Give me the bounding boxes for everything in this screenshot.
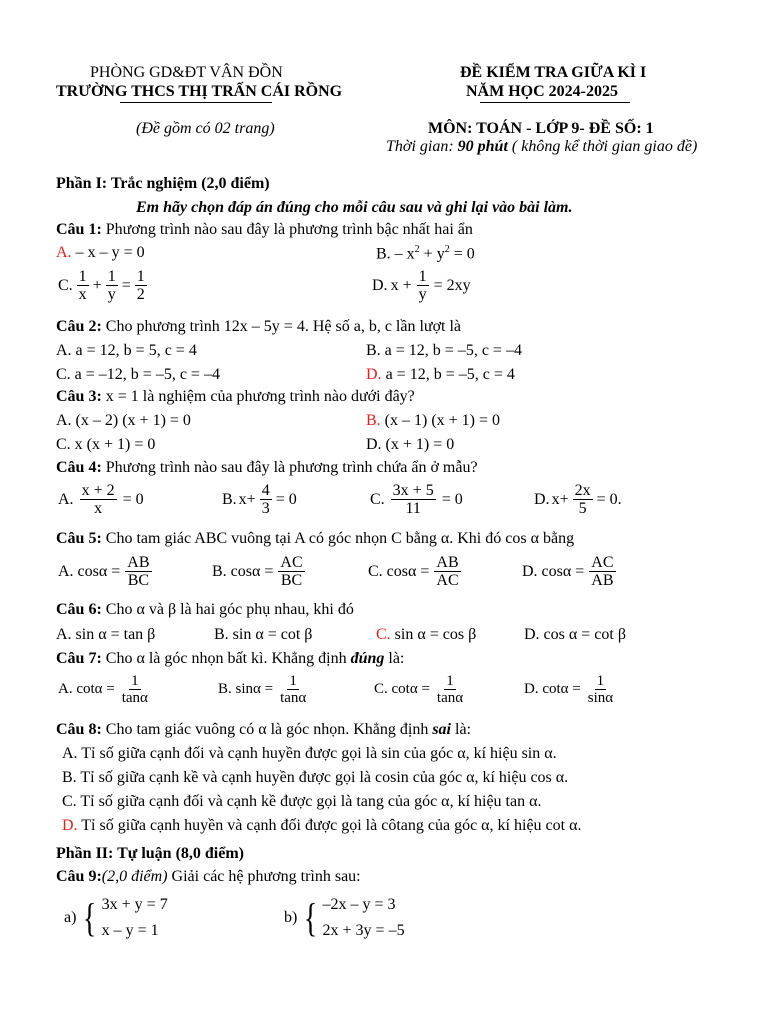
q5-option-b: [212, 554, 307, 590]
pages-note: (Đề gồm có 02 trang): [136, 120, 275, 137]
q8-label: Câu 8:: [56, 721, 102, 738]
q5-label: Câu 5:: [56, 530, 102, 547]
q4-label: Câu 4:: [56, 459, 102, 476]
plus-sign: +: [92, 276, 102, 294]
q3-b-letter: B.: [366, 412, 381, 429]
den: tanα: [280, 690, 307, 707]
time-value: 90 phút: [457, 138, 508, 155]
q8-d-text: Tỉ số giữa cạnh huyền và cạnh đối được gọi là côtang của góc α, kí hiệu cot α.: [77, 817, 582, 834]
q7-b-frac: [278, 673, 308, 706]
num: AB: [127, 554, 150, 571]
q4-option-c: [370, 482, 463, 518]
q4-a-letter: A.: [58, 490, 74, 508]
q3-label: Câu 3:: [56, 388, 102, 405]
q2-option-b: B. a = 12, b = –5, c = –4: [366, 342, 522, 359]
department-name: PHÒNG GD&ĐT VÂN ĐỒN: [90, 64, 283, 81]
equals-sign: =: [121, 276, 131, 294]
q6-text: Cho α và β là hai góc phụ nhau, khi đó: [101, 601, 354, 618]
q7-b-label: B. sinα =: [218, 681, 274, 698]
q8-text-end: là:: [451, 721, 471, 738]
den: tanα: [436, 690, 464, 707]
den: 11: [405, 500, 421, 518]
question-5: [56, 530, 574, 548]
q1-b-letter: B.: [376, 245, 391, 263]
q6-option-d: D. cos α = cot β: [524, 626, 626, 643]
q5-option-c: [368, 554, 463, 590]
system-a-brace: {: [83, 895, 97, 940]
question-6: [56, 601, 354, 619]
school-year: NĂM HỌC 2024-2025: [466, 83, 618, 100]
num: 2x: [574, 482, 591, 499]
q5-option-d: [522, 554, 618, 590]
q7-a-label: A. cotα =: [58, 681, 115, 698]
year-underline: [480, 102, 630, 103]
q4-d-post: = 0.: [596, 490, 622, 508]
q7-a-frac: [120, 673, 150, 706]
num: AB: [436, 554, 459, 571]
num: 1: [289, 673, 297, 689]
q6-option-a: A. sin α = tan β: [56, 626, 156, 643]
q8-option-a: A. Tỉ số giữa cạnh đối và cạnh huyền được gọi là sin của góc α, kí hiệu sin α.: [62, 745, 557, 762]
q5-b-frac: [278, 554, 304, 590]
q7-text-em: đúng: [350, 650, 385, 667]
q1-c-letter: C.: [58, 276, 73, 294]
q7-d-label: D. cotα =: [524, 681, 581, 698]
q3-text: x = 1 là nghiệm của phương trình nào dưới đây?: [101, 388, 415, 405]
q8-text-em: sai: [432, 721, 451, 738]
q1-a-text: – x – y = 0: [71, 244, 145, 261]
num: 1: [131, 673, 139, 689]
q7-c-label: C. cotα =: [374, 681, 430, 698]
q1-b-exp2: 2: [444, 244, 450, 255]
q2-d-text: a = 12, b = –5, c = 4: [381, 366, 515, 383]
q3-option-d: D. (x + 1) = 0: [366, 436, 455, 453]
q4-c-frac: [391, 482, 436, 518]
q1-b-mid: + y: [419, 245, 445, 263]
question-1: [56, 221, 473, 239]
num: 1: [446, 673, 454, 689]
system-a-eq1: 3x + y = 7: [101, 896, 168, 913]
den: y: [107, 286, 116, 304]
num: 1: [78, 268, 87, 285]
den: x: [78, 286, 87, 304]
q7-c-frac: [435, 673, 465, 706]
den: sinα: [587, 690, 614, 707]
den: AC: [436, 572, 459, 590]
q4-b-letter: B.: [222, 490, 237, 508]
system-a-label: a): [64, 909, 77, 926]
q5-b-label: B. cosα =: [212, 562, 274, 580]
q2-option-a: A. a = 12, b = 5, c = 4: [56, 342, 197, 359]
school-name: TRƯỜNG THCS THỊ TRẤN CÁI RỒNG: [56, 83, 343, 100]
q4-d-pre: x+: [551, 490, 569, 508]
den: y: [418, 286, 427, 304]
num: 1: [136, 268, 145, 285]
q7-d-frac: [586, 673, 615, 706]
q7-label: Câu 7:: [56, 650, 102, 667]
q6-c-letter: C.: [376, 626, 391, 643]
q4-d-frac: [573, 482, 593, 518]
q1-text: Phương trình nào sau đây là phương trình bậc nhất hai ẩn: [101, 221, 473, 238]
q4-d-letter: D.: [534, 490, 550, 508]
q7-option-b: [218, 673, 310, 706]
q4-c-post: = 0: [441, 490, 463, 508]
q3-option-c: C. x (x + 1) = 0: [56, 436, 156, 453]
q1-d-frac: [417, 268, 429, 304]
system-b-eq2: 2x + 3y = –5: [322, 922, 405, 939]
q1-b-pre: – x: [390, 245, 415, 263]
q3-option-b: [366, 412, 500, 430]
den: AB: [591, 572, 614, 590]
q1-d-pre: x +: [390, 276, 412, 294]
q1-b-end: = 0: [449, 245, 475, 263]
q5-a-frac: [125, 554, 151, 590]
num: 1: [418, 268, 427, 285]
den: BC: [127, 572, 150, 590]
q9-label: Câu 9:: [56, 868, 102, 885]
q2-option-c: C. a = –12, b = –5, c = –4: [56, 366, 220, 383]
time-suffix: ( không kể thời gian giao đề): [507, 138, 698, 155]
q8-text: Cho tam giác vuông có α là góc nhọn. Khẳng định: [101, 721, 433, 738]
q5-c-frac: [434, 554, 460, 590]
q4-a-post: = 0: [122, 490, 144, 508]
den: tanα: [121, 690, 148, 707]
q1-option-a: [56, 244, 145, 262]
q4-b-pre: x+: [238, 490, 256, 508]
q1-b-exp1: 2: [414, 244, 420, 255]
q8-d-letter: D.: [62, 817, 78, 834]
q4-c-letter: C.: [370, 490, 385, 508]
q9-points: (2,0 điểm): [101, 868, 168, 885]
time-line: [386, 138, 697, 156]
q3-option-a: A. (x – 2) (x + 1) = 0: [56, 412, 191, 429]
q9-text: Giải các hệ phương trình sau:: [167, 868, 361, 885]
q4-option-a: [58, 482, 144, 518]
subject-line: MÔN: TOÁN - LỚP 9- ĐỀ SỐ: 1: [428, 120, 654, 137]
q2-text: Cho phương trình 12x – 5y = 4. Hệ số a, b, c lần lượt là: [101, 318, 462, 335]
q3-b-text: (x – 1) (x + 1) = 0: [380, 412, 501, 429]
exam-title: ĐỀ KIỂM TRA GIỮA KÌ I: [460, 64, 647, 81]
q4-b-post: = 0: [275, 490, 297, 508]
q7-option-a: [58, 673, 152, 706]
system-a-equations: [102, 892, 168, 944]
question-2: [56, 318, 461, 336]
num: x + 2: [81, 482, 115, 499]
den: 5: [578, 500, 587, 518]
system-b-brace: {: [304, 895, 318, 940]
q5-a-label: A. cosα =: [58, 562, 121, 580]
q5-option-a: [58, 554, 154, 590]
q4-text: Phương trình nào sau đây là phương trình chứa ẩn ở mẫu?: [101, 459, 478, 476]
part1-title: Phần I: Trắc nghiệm (2,0 điểm): [56, 175, 270, 192]
system-a-eq2: x – y = 1: [101, 922, 159, 939]
num: 4: [261, 482, 270, 499]
den: 2: [136, 286, 145, 304]
q6-option-b: B. sin α = cot β: [214, 626, 313, 643]
q7-option-d: [524, 673, 617, 706]
q1-option-b: [376, 244, 475, 263]
q1-a-letter: A.: [56, 244, 72, 261]
num: 3x + 5: [392, 482, 434, 499]
q2-option-d: [366, 366, 515, 384]
q6-label: Câu 6:: [56, 601, 102, 618]
question-4: [56, 459, 478, 477]
system-a: [64, 892, 168, 944]
num: 1: [596, 673, 605, 689]
q8-option-b: B. Tỉ số giữa cạnh kề và cạnh huyền được gọi là cosin của góc α, kí hiệu cos α.: [62, 769, 569, 786]
system-b-eq1: –2x – y = 3: [322, 896, 396, 913]
q1-option-d: [372, 268, 471, 304]
q2-d-letter: D.: [366, 366, 382, 383]
q5-c-label: C. cosα =: [368, 562, 430, 580]
q4-option-d: [534, 482, 622, 518]
question-8: [56, 721, 471, 739]
part2-title: Phần II: Tự luận (8,0 điểm): [56, 845, 245, 862]
q7-option-c: [374, 673, 467, 706]
den: x: [94, 500, 103, 518]
q1-option-c: [58, 268, 149, 304]
q5-d-frac: [589, 554, 615, 590]
q5-d-label: D. cosα =: [522, 562, 585, 580]
system-b: [284, 892, 405, 944]
den: 3: [261, 500, 270, 518]
q1-d-letter: D.: [372, 276, 388, 294]
question-3: [56, 388, 415, 406]
q1-c-frac3: [135, 268, 147, 304]
q7-text-end: là:: [384, 650, 405, 667]
q4-option-b: [222, 482, 297, 518]
num: 1: [107, 268, 116, 285]
question-7: [56, 650, 404, 668]
num: AC: [280, 554, 303, 571]
q1-c-frac2: [106, 268, 118, 304]
den: BC: [280, 572, 303, 590]
q7-text: Cho α là góc nhọn bất kì. Khẳng định: [101, 650, 351, 667]
q4-a-frac: [80, 482, 117, 518]
q6-c-text: sin α = cos β: [390, 626, 477, 643]
time-prefix: Thời gian:: [386, 138, 458, 155]
q1-label: Câu 1:: [56, 221, 102, 238]
system-b-equations: [323, 892, 405, 944]
school-underline: [120, 102, 272, 103]
q6-option-c: [376, 626, 476, 644]
q1-c-frac1: [77, 268, 89, 304]
q2-label: Câu 2:: [56, 318, 102, 335]
q1-d-post: = 2xy: [433, 276, 471, 294]
question-9: [56, 868, 361, 886]
q4-b-frac: [260, 482, 272, 518]
q8-option-d: [62, 817, 581, 835]
system-b-label: b): [284, 909, 298, 926]
part1-instruction: Em hãy chọn đáp án đúng cho mỗi câu sau và ghi lại vào bài làm.: [136, 199, 573, 216]
num: AC: [591, 554, 614, 571]
q8-option-c: C. Tỉ số giữa cạnh đối và cạnh kề được gọi là tang của góc α, kí hiệu tan α.: [62, 793, 542, 810]
q5-text: Cho tam giác ABC vuông tại A có góc nhọn C bằng α. Khi đó cos α bằng: [101, 530, 575, 547]
